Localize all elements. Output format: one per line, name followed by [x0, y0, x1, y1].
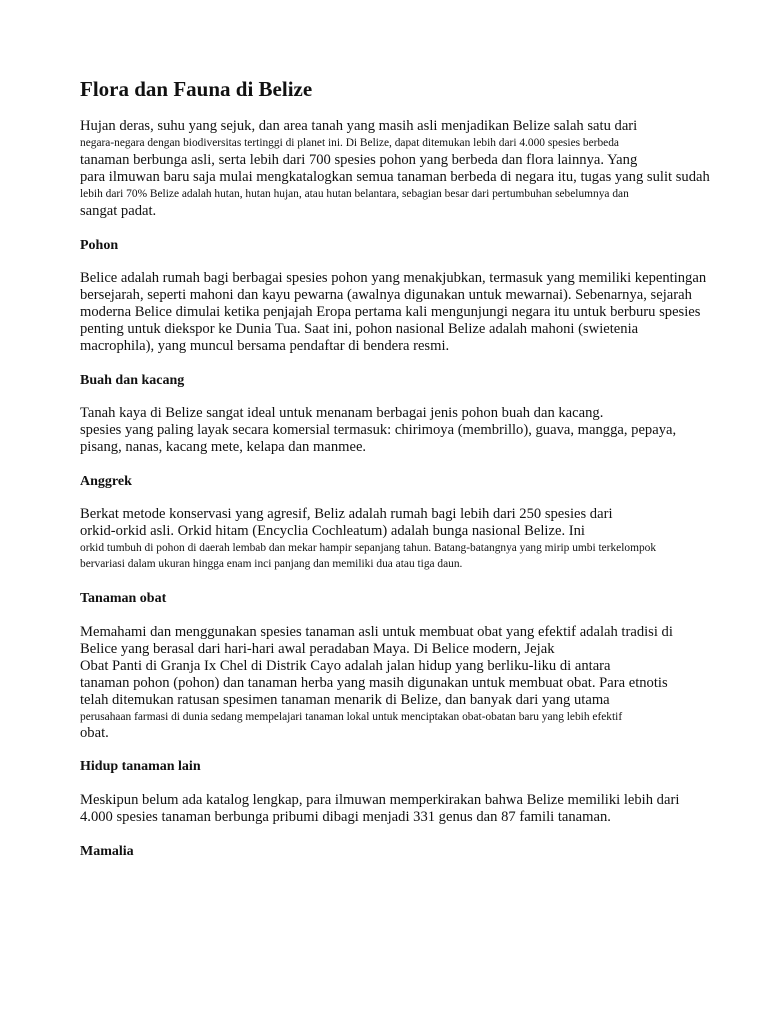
section-line: Berkat metode konservasi yang agresif, Beliz adalah rumah bagi lebih dari 250 spesies dari [80, 506, 613, 522]
section-line: orkid-orkid asli. Orkid hitam (Encyclia Cochleatum) adalah bunga nasional Belize. Ini [80, 523, 585, 539]
section-line: obat. [80, 725, 109, 741]
section-line: orkid tumbuh di pohon di daerah lembab dan mekar hampir sepanjang tahun. Batang-batangnya yang mirip umbi terkelompok [80, 542, 657, 554]
section-line: Belice adalah rumah bagi berbagai spesies pohon yang menakjubkan, termasuk yang memiliki kepentingan [80, 270, 707, 286]
intro-line: sangat padat. [80, 203, 157, 219]
section-line: perusahaan farmasi di dunia sedang mempelajari tanaman lokal untuk menciptakan obat-obatan baru yang lebih efektif [80, 711, 623, 723]
section-heading-hidup-tanaman-lain: Hidup tanaman lain [80, 759, 201, 774]
section-heading-buah-dan-kacang: Buah dan kacang [80, 373, 185, 388]
section-heading-mamalia: Mamalia [80, 844, 134, 859]
section-line: pisang, nanas, kacang mete, kelapa dan manmee. [80, 439, 367, 455]
section-line: Tanah kaya di Belize sangat ideal untuk menanam berbagai jenis pohon buah dan kacang. [80, 405, 604, 421]
intro-line: para ilmuwan baru saja mulai mengkatalogkan semua tanaman berbeda di negara itu, tugas yang sulit sudah [80, 169, 710, 185]
section-line: Obat Panti di Granja Ix Chel di Distrik Cayo adalah jalan hidup yang berliku-liku di antara [80, 658, 611, 674]
section-heading-tanaman-obat: Tanaman obat [80, 591, 167, 606]
section-heading-pohon: Pohon [80, 238, 119, 253]
section-line: telah ditemukan ratusan spesimen tanaman menarik di Belize, dan banyak dari yang utama [80, 692, 610, 708]
section-line: moderna Belice dimulai ketika penjajah Eropa pertama kali mengunjungi negara itu untuk berburu spesies [80, 304, 701, 320]
section-line: Memahami dan menggunakan spesies tanaman asli untuk membuat obat yang efektif adalah tradisi di [80, 624, 673, 640]
section-line: bervariasi dalam ukuran hingga enam inci panjang dan memiliki dua atau tiga daun. [80, 558, 463, 570]
section-heading-anggrek: Anggrek [80, 474, 132, 489]
section-line: Belice yang berasal dari hari-hari awal peradaban Maya. Di Belice modern, Jejak [80, 641, 555, 657]
intro-line: Hujan deras, suhu yang sejuk, dan area tanah yang masih asli menjadikan Belize salah satu dari [80, 118, 638, 134]
section-line: penting untuk diekspor ke Dunia Tua. Saat ini, pohon nasional Belize adalah mahoni (swietenia [80, 321, 639, 337]
intro-line: lebih dari 70% Belize adalah hutan, hutan hujan, atau hutan belantara, sebagian besar dari pertumbuhan sebelumnya dan [80, 188, 629, 200]
intro-line: negara-negara dengan biodiversitas tertinggi di planet ini. Di Belize, dapat ditemukan lebih dari 4.000 spesies berbeda [80, 137, 619, 149]
document-title: Flora dan Fauna di Belize [80, 77, 313, 101]
section-line: tanaman pohon (pohon) dan tanaman herba yang masih digunakan untuk membuat obat. Para etnotis [80, 675, 668, 691]
section-line: macrophila), yang muncul bersama pendaftar di bendera resmi. [80, 338, 450, 354]
section-line: 4.000 spesies tanaman berbunga pribumi dibagi menjadi 331 genus dan 87 famili tanaman. [80, 809, 611, 825]
intro-line: tanaman berbunga asli, serta lebih dari 700 spesies pohon yang berbeda dan flora lainnya. Yang [80, 152, 638, 168]
section-line: spesies yang paling layak secara komersial termasuk: chirimoya (membrillo), guava, mangga, pepaya, [80, 422, 677, 438]
section-line: bersejarah, seperti mahoni dan kayu pewarna (awalnya digunakan untuk mewarnai). Sebenarnya, sejarah [80, 287, 692, 303]
section-line: Meskipun belum ada katalog lengkap, para ilmuwan memperkirakan bahwa Belize memiliki lebih dari [80, 792, 680, 808]
